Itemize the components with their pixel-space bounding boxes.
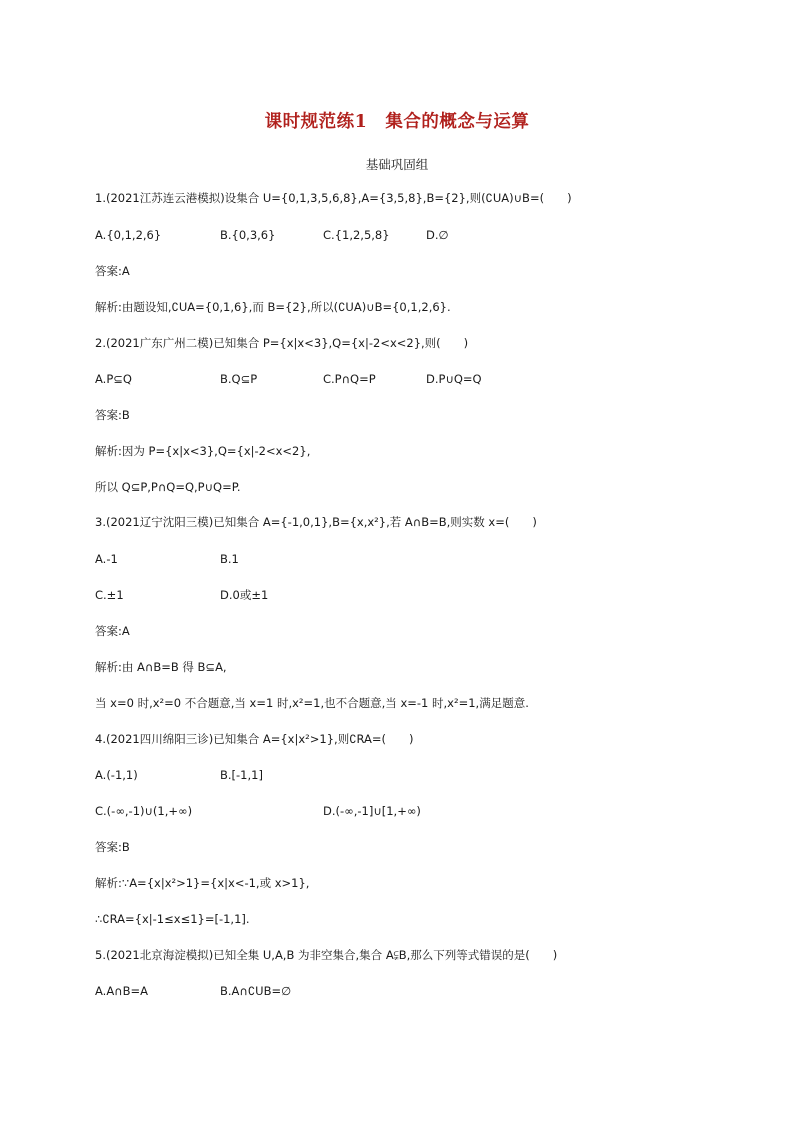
question-2-option-c: C.P∩Q=P (323, 372, 376, 386)
question-5-option-b: B.A∩∁UB=∅ (220, 984, 292, 998)
question-2-option-d: D.P∪Q=Q (426, 372, 482, 386)
question-1-answer: 答案:A (95, 264, 130, 278)
question-3-analysis-line-2: 当 x=0 时,x²=0 不合题意,当 x=1 时,x²=1,也不合题意,当 x=-1 时,x²=1,满足题意. (95, 696, 529, 710)
question-1-option-b: B.{0,3,6} (220, 228, 276, 242)
question-2-analysis-line-1: 解析:因为 P={x|x<3},Q={x|-2<x<2}, (95, 444, 311, 458)
question-3-option-c: C.±1 (95, 588, 124, 602)
question-2-analysis-line-2: 所以 Q⊆P,P∩Q=Q,P∪Q=P. (95, 480, 241, 494)
question-2-option-b: B.Q⊆P (220, 372, 258, 386)
question-1-analysis: 解析:由题设知,∁UA={0,1,6},而 B={2},所以(∁UA)∪B={0,1,2,6}. (95, 300, 451, 314)
question-4-analysis-line-1: 解析:∵A={x|x²>1}={x|x<-1,或 x>1}, (95, 876, 310, 890)
question-4-option-a: A.(-1,1) (95, 768, 138, 782)
question-4-option-c: C.(-∞,-1)∪(1,+∞) (95, 804, 193, 818)
question-3-option-d: D.0或±1 (220, 588, 269, 602)
question-3-analysis-line-1: 解析:由 A∩B=B 得 B⊆A, (95, 660, 227, 674)
page-title: 课时规范练1 集合的概念与运算 (264, 112, 530, 132)
question-4-option-b: B.[-1,1] (220, 768, 263, 782)
section-subtitle: 基础巩固组 (365, 157, 429, 172)
question-1-stem: 1.(2021江苏连云港模拟)设集合 U={0,1,3,5,6,8},A={3,5,8},B={2},则(∁UA)∪B=( ) (95, 191, 572, 205)
question-1-option-c: C.{1,2,5,8} (323, 228, 390, 242)
question-4-stem: 4.(2021四川绵阳三诊)已知集合 A={x|x²>1},则∁RA=( ) (95, 732, 414, 746)
question-5-option-a: A.A∩B=A (95, 984, 148, 998)
question-5-stem: 5.(2021北京海淀模拟)已知全集 U,A,B 为非空集合,集合 A⫋B,那么下列等式错误的是( ) (95, 948, 558, 962)
question-3-stem: 3.(2021辽宁沈阳三模)已知集合 A={-1,0,1},B={x,x²},若 A∩B=B,则实数 x=( ) (95, 515, 537, 529)
question-2-stem: 2.(2021广东广州二模)已知集合 P={x|x<3},Q={x|-2<x<2},则( ) (95, 336, 469, 350)
question-2-option-a: A.P⊆Q (95, 372, 132, 386)
question-3-answer: 答案:A (95, 624, 130, 638)
question-3-option-a: A.-1 (95, 552, 118, 566)
question-1-option-a: A.{0,1,2,6} (95, 228, 162, 242)
question-2-answer: 答案:B (95, 408, 130, 422)
question-3-option-b: B.1 (220, 552, 239, 566)
question-4-option-d: D.(-∞,-1]∪[1,+∞) (323, 804, 421, 818)
question-1-option-d: D.∅ (426, 228, 449, 242)
question-4-analysis-line-2: ∴∁RA={x|-1≤x≤1}=[-1,1]. (95, 912, 250, 926)
question-4-answer: 答案:B (95, 840, 130, 854)
